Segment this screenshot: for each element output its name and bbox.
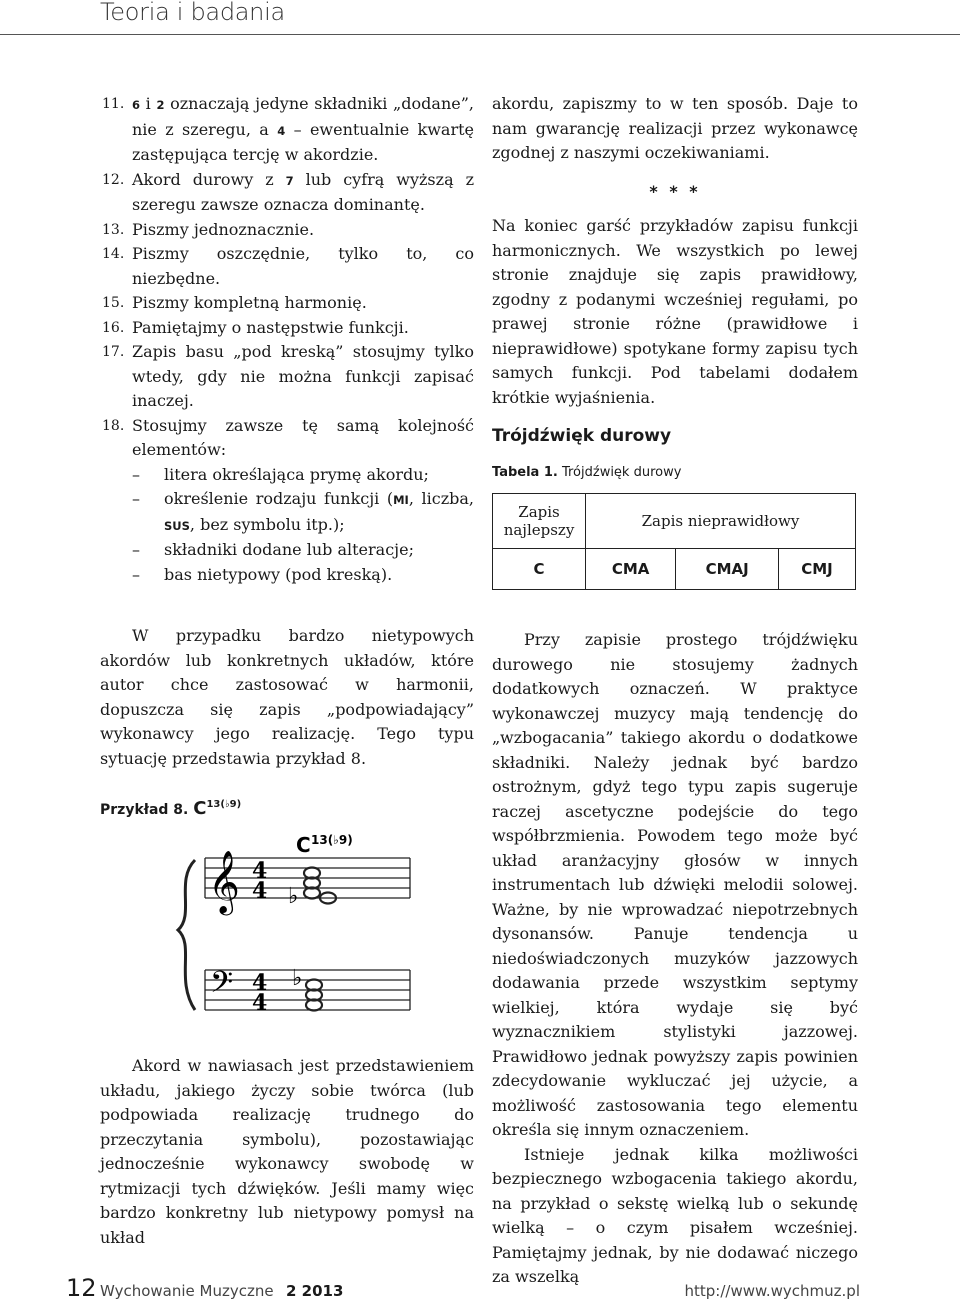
- bass-staff: [205, 970, 410, 1010]
- table-header-wrong: Zapis nieprawidłowy: [586, 494, 856, 549]
- issue-number: 2 2013: [286, 1282, 344, 1300]
- rules: [100, 92, 474, 587]
- website-link[interactable]: http://www.wychmuz.pl: [684, 1282, 860, 1300]
- magazine-name: Wychowanie Muzyczne: [100, 1282, 274, 1300]
- rules-list: [100, 92, 474, 587]
- table-cell: CMJ: [779, 549, 856, 590]
- paragraph-brackets: Akord w nawiasach jest przedstawieniem układu, jakiego życzy sobie twórca (lub podpowiada realizację trudnego do przeczytania symbolu), pozostawiając jednocześnie wykonawcy swobodę w rytmizacji tych dźwięków. Jeśli mamy więc bardzo konkretny lub nietypowy pomysł na układ: [100, 1056, 474, 1247]
- sublist-item: – składniki dodane lub alteracje;: [132, 538, 474, 563]
- rule-text: Pamiętajmy o następstwie funkcji.: [132, 317, 409, 337]
- rule-number: 15.: [102, 295, 125, 311]
- rule-text: Stosujmy zawsze tę samą kolejność elementów:: [132, 415, 474, 459]
- rule-text: Piszmy kompletną harmonię.: [132, 293, 367, 312]
- paragraph-examples-intro: Na koniec garść przykładów zapisu funkcji harmonicznych. We wszystkich po lewej stronie znajduje się zapis prawidłowy, zgodny z podanymi wcześniej regułami, po prawej stronie różne (prawidłowe i nieprawidłowe) spotykane formy zapisu tych samych funkcji. Pod tabelami dodałem krótkie wyjaśnienia.: [492, 216, 858, 407]
- rule-text: Zapis basu „pod kreską” stosujmy tylko wtedy, gdy nie można funkcji zapisać inaczej.: [132, 342, 474, 410]
- rule-number: 11.: [102, 96, 125, 112]
- rule-item: [100, 340, 474, 414]
- paragraph-major-triad: Przy zapisie prostego trójdźwięku durowego nie stosujemy żadnych dodatkowych oznaczeń. W praktyce wykonawczej muzycy mają tendencję do „wzbogacania” takiego akordu o dodatkowe składniki. Należy jednak być bardzo ostrożnym, gdyż tego typu zapis sugeruje raczej ascetyczne podejście do tego współbrzmienia. Powodem tego może być układ aranżacyjny głosów w innych instrumentach lub dźwięki melodii solowej. Ważne, by nie wprowadzać niepotrzebnych dysonansów. Panuje tendencja u niedoświadczonych muzyków jazzowych dodawania przede wszystkim septymy wielkiej, która wydaje się być wyznacznikiem stylistyki jazzowej. Prawidłowo jednak powyższy zapis powinien zdecydowanie wykluczać jej użycie, a możliwość zastosowania tego elementu określa się innym oznaczeniem.: [492, 630, 858, 1139]
- paragraph-enrichment: Istnieje jednak kilka możliwości bezpiecznego wzbogacenia takiego akordu, na przykład o sekstę wielką lub o sekundę wielką – o czym pisałem wcześniej. Pamiętajmy jednak, by nie dodawać niczego za wszelką: [492, 1144, 858, 1286]
- example-label-text: Przykład 8.: [100, 802, 189, 818]
- rule-item: [100, 92, 474, 168]
- table-caption: Tabela 1. Trójdźwięk durowy: [492, 464, 682, 480]
- section-heading: Trójdźwięk durowy: [492, 426, 672, 446]
- rule-number: 12.: [102, 171, 125, 188]
- page-number: 12: [66, 1274, 97, 1302]
- left-paragraph-1: [100, 624, 474, 771]
- section-title: Teoria i badania: [100, 0, 285, 26]
- section-separator: * * *: [649, 181, 701, 201]
- rule-number: 14.: [102, 246, 125, 262]
- page-footer: [0, 1272, 960, 1304]
- rule-number: 13.: [102, 221, 125, 238]
- right-column: [492, 92, 858, 590]
- example-label-chord: $C^{13(♭9)}$: [193, 798, 242, 819]
- chord-symbol-root: C: [296, 833, 311, 857]
- brace-icon: [178, 860, 195, 1010]
- rule-item: [100, 316, 474, 341]
- flat-icon: ♭: [288, 884, 299, 909]
- rule-item: [100, 168, 474, 218]
- rule-text: 6 i 2 oznaczają jedyne składniki „dodane”, nie z szeregu, a 4 – ewentualnie kwartę zastępująca tercję w akordzie.: [132, 94, 474, 164]
- chord-symbol-ext: 13(♭9): [311, 833, 353, 847]
- table-cell: C: [493, 549, 586, 590]
- rule-text: Akord durowy z 7 lub cyfrą wyższą z szeregu zawsze oznacza dominantę.: [132, 169, 474, 214]
- sublist-item: – litera określająca prymę akordu;: [132, 463, 474, 488]
- paragraph-atypical-chords: W przypadku bardzo nietypowych akordów lub konkretnych układów, które autor chce zastosować w harmonii, dopuszcza się zapis „podpowiadający” wykonawcy jego realizację. Tego typu sytuację przedstawia przykład 8.: [100, 626, 474, 768]
- bass-chord: [306, 980, 322, 1011]
- paragraph-continuation: akordu, zapiszmy to w ten sposób. Daje to nam gwarancję realizacji przez wykonawcę zgodnej z naszymi oczekiwaniami.: [492, 94, 858, 162]
- rule-text: Piszmy jednoznacznie.: [132, 219, 315, 239]
- bass-clef-icon: 𝄢: [210, 966, 234, 1007]
- table-header-best: Zapis najlepszy: [493, 494, 586, 549]
- left-paragraph-2: [100, 1054, 474, 1250]
- music-score: [100, 820, 480, 1040]
- rule-item: [100, 414, 474, 588]
- table-cell: CMAJ: [676, 549, 779, 590]
- time-sig-bottom-treble: 4: [252, 878, 268, 904]
- rule-number: 17.: [102, 344, 125, 360]
- flat-icon: ♭: [292, 966, 303, 991]
- example-label: [100, 798, 241, 819]
- sublist-item: – określenie rodzaju funkcji (MI, liczba, SUS, bez symbolu itp.);: [132, 487, 474, 538]
- time-sig-top-treble: 4: [252, 858, 268, 884]
- table-cell: CMA: [586, 549, 676, 590]
- rule-18-sublist: [132, 463, 474, 588]
- rule-text: Piszmy oszczędnie, tylko to, co niezbędne.: [132, 244, 474, 288]
- time-sig-bottom-bass: 4: [252, 990, 268, 1016]
- chord-table: [492, 493, 856, 590]
- rule-item: [100, 291, 474, 316]
- header-rule: [0, 34, 960, 35]
- sublist-item: – bas nietypowy (pod kreską).: [132, 563, 474, 588]
- rule-number: 18.: [102, 417, 125, 434]
- rule-number: 16.: [102, 319, 125, 336]
- right-column-lower: [492, 628, 858, 1290]
- treble-clef-icon: 𝄞: [208, 850, 240, 913]
- rule-item: [100, 242, 474, 291]
- time-sig-top-bass: 4: [252, 970, 268, 996]
- rule-item: [100, 218, 474, 243]
